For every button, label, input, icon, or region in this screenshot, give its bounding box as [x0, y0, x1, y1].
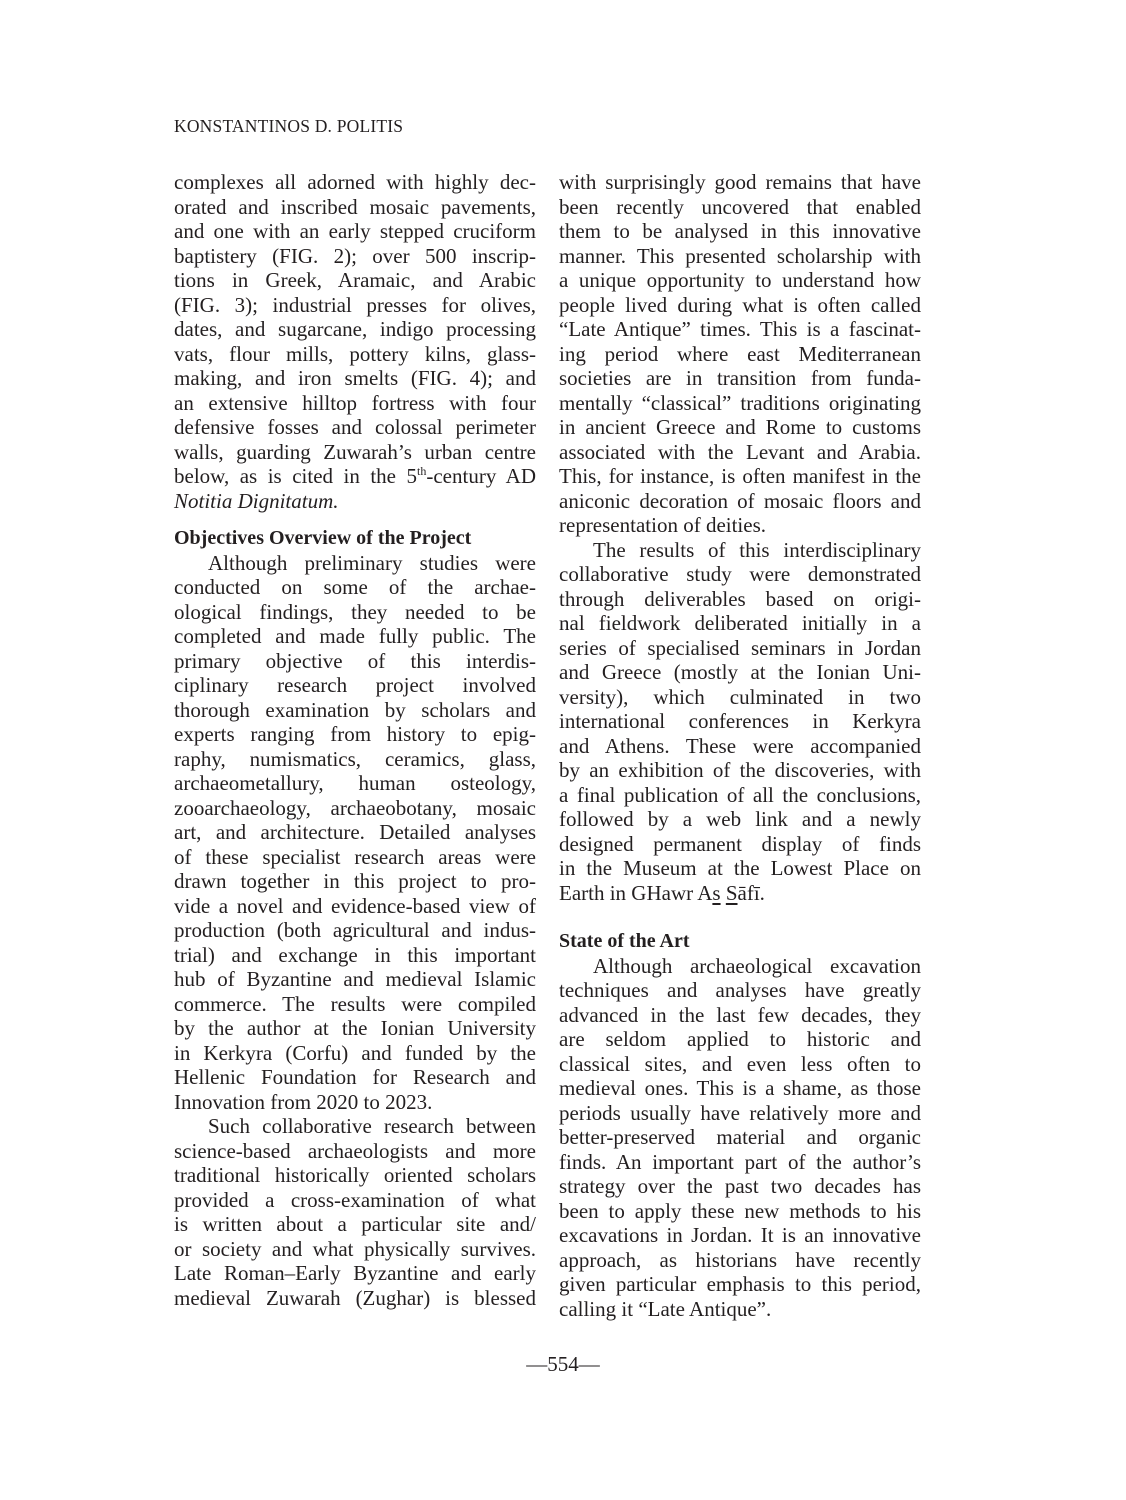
text-line: international conferences in Kerkyra [559, 709, 921, 733]
text-line: defensive fosses and colossal perimeter [174, 415, 536, 439]
text-line: orated and inscribed mosaic pavements, [174, 194, 536, 219]
text-line: art, and architecture. Detailed analyses [174, 820, 536, 844]
text-fragment: below, as is cited in the 5 [174, 464, 418, 488]
text-line: aniconic decoration of mosaic floors and [559, 488, 921, 513]
text-line: by an exhibition of the discoveries, with [559, 758, 921, 782]
text-line: walls, guarding Zuwarah’s urban centre [174, 439, 536, 464]
transliteration-underlined-letter: s [712, 880, 721, 905]
text-line: commerce. The results were compiled [174, 991, 536, 1016]
text-line: designed permanent display of finds [559, 831, 921, 856]
paragraph-late-antique [559, 170, 921, 538]
text-line: strategy over the past two decades has [559, 1174, 921, 1198]
text-line: zooarchaeology, archaeobotany, mosaic [174, 795, 536, 820]
text-line: ciplinary research project involved [174, 673, 536, 697]
text-line: Such collaborative research between [208, 1114, 536, 1138]
text-line: a final publication of all the conclusions, [559, 782, 921, 807]
text-line: This, for instance, is often manifest in the [559, 464, 921, 488]
text-line: better-preserved material and organic [559, 1125, 921, 1149]
text-line: science-based archaeologists and more [174, 1138, 536, 1163]
paragraph-state-of-the-art [559, 954, 921, 1322]
text-line: Innovation from 2020 to 2023. [174, 1089, 433, 1114]
text-line: drawn together in this project to pro- [174, 869, 536, 893]
paragraph-objectives [174, 551, 536, 1115]
text-line [559, 881, 921, 906]
text-line [174, 464, 536, 489]
text-line: raphy, numismatics, ceramics, glass, [174, 746, 536, 771]
text-line: been recently uncovered that enabled [559, 194, 921, 219]
text-line: hub of Byzantine and medieval Islamic [174, 967, 536, 991]
text-line: vats, flour mills, pottery kilns, glass- [174, 341, 536, 366]
text-line: manner. This presented scholarship with [559, 243, 921, 268]
text-line: The results of this interdisciplinary [593, 537, 921, 562]
text-line: Hellenic Foundation for Research and [174, 1065, 536, 1089]
text-line: ing period where east Mediterranean [559, 341, 921, 366]
text-line: an extensive hilltop fortress with four [174, 390, 536, 415]
text-line: been to apply these new methods to his [559, 1198, 921, 1223]
text-line: calling it “Late Antique”. [559, 1296, 772, 1321]
text-line: Although preliminary studies were [208, 550, 536, 575]
text-line: by the author at the Ionian University [174, 1016, 536, 1040]
text-line: dates, and sugarcane, indigo processing [174, 317, 536, 341]
text-line: in Kerkyra (Corfu) and funded by the [174, 1040, 536, 1065]
text-line: in the Museum at the Lowest Place on [559, 856, 921, 880]
italic-title-notitia: Notitia Dignitatum. [174, 488, 339, 513]
text-line: associated with the Levant and Arabia. [559, 439, 921, 464]
text-line: or society and what physically survives. [174, 1236, 536, 1261]
text-line: and one with an early stepped cruciform [174, 219, 536, 243]
text-fragment: āfī. [737, 880, 765, 905]
text-line: completed and made fully public. The [174, 624, 536, 648]
text-line: a unique opportunity to understand how [559, 268, 921, 292]
text-line: traditional historically oriented scholars [174, 1163, 536, 1187]
text-line: baptistery (FIG. 2); over 500 inscrip- [174, 243, 536, 268]
text-line: with surprisingly good remains that have [559, 170, 921, 194]
text-line: nal fieldwork deliberated initially in a [559, 611, 921, 635]
text-line: conducted on some of the archae- [174, 575, 536, 599]
text-fragment: Earth in GHawr A [559, 880, 713, 905]
text-line: versity), which culminated in two [559, 684, 921, 709]
text-line: and Athens. These were accompanied [559, 733, 921, 758]
text-line: and Greece (mostly at the Ionian Uni- [559, 660, 921, 684]
text-line: techniques and analyses have greatly [559, 978, 921, 1002]
text-line: series of specialised seminars in Jordan [559, 635, 921, 660]
running-head-author: KONSTANTINOS D. POLITIS [174, 116, 404, 136]
text-line: primary objective of this interdis- [174, 648, 536, 673]
text-line: classical sites, and even less often to [559, 1051, 921, 1076]
text-line: ological findings, they needed to be [174, 599, 536, 624]
text-line: vide a novel and evidence-based view of [174, 893, 536, 918]
text-line: excavations in Jordan. It is an innovative [559, 1223, 921, 1247]
text-line: them to be analysed in this innovative [559, 219, 921, 243]
text-line: provided a cross-examination of what [174, 1187, 536, 1212]
text-line: medieval Zuwarah (Zughar) is blessed [174, 1285, 536, 1310]
text-line: (FIG. 3); industrial presses for olives, [174, 292, 536, 317]
page-number: —554— [526, 1352, 600, 1376]
text-line: through deliverables based on origi- [559, 586, 921, 611]
section-heading-state-of-the-art: State of the Art [559, 930, 690, 952]
paragraph-results-deliverables [559, 538, 921, 906]
spacer [559, 905, 921, 929]
text-line: are seldom applied to historic and [559, 1027, 921, 1051]
text-line: collaborative study were demonstrated [559, 562, 921, 586]
paragraph-site-description [174, 170, 536, 513]
text-line: people lived during what is often called [559, 292, 921, 317]
text-line: mentally “classical” traditions originating [559, 390, 921, 415]
text-line: of these specialist research areas were [174, 844, 536, 869]
text-line: periods usually have relatively more and [559, 1100, 921, 1125]
text-line: tions in Greek, Aramaic, and Arabic [174, 268, 536, 292]
ordinal-superscript: th [417, 464, 427, 478]
section-heading-objectives: Objectives Overview of the Project [174, 527, 472, 549]
text-line: given particular emphasis to this period, [559, 1272, 921, 1296]
text-line: Although archaeological excavation [593, 953, 921, 978]
text-fragment: -century AD [426, 464, 536, 488]
text-line: “Late Antique” times. This is a fascinat- [559, 317, 921, 341]
text-line: approach, as historians have recently [559, 1247, 921, 1272]
text-line: societies are in transition from funda- [559, 366, 921, 390]
text-line: archaeometallury, human osteology, [174, 771, 536, 795]
left-column [174, 170, 536, 1310]
text-line: thorough examination by scholars and [174, 697, 536, 722]
text-line: production (both agricultural and indus- [174, 918, 536, 942]
text-line: representation of deities. [559, 513, 767, 537]
text-line: making, and iron smelts (FIG. 4); and [174, 366, 536, 390]
right-column [559, 170, 921, 1321]
text-line: advanced in the last few decades, they [559, 1002, 921, 1027]
text-line: experts ranging from history to epig- [174, 722, 536, 746]
spacer [174, 513, 536, 526]
text-line: medieval ones. This is a shame, as those [559, 1076, 921, 1100]
text-line: trial) and exchange in this important [174, 942, 536, 967]
transliteration-underlined-letter: S [725, 880, 738, 905]
text-line: Late Roman–Early Byzantine and early [174, 1261, 536, 1285]
text-line: in ancient Greece and Rome to customs [559, 415, 921, 439]
text-line: finds. An important part of the author’s [559, 1149, 921, 1174]
text-line: followed by a web link and a newly [559, 807, 921, 831]
text-line: is written about a particular site and/ [174, 1212, 536, 1236]
paragraph-collaborative-research [174, 1114, 536, 1310]
text-line: complexes all adorned with highly dec- [174, 170, 536, 194]
